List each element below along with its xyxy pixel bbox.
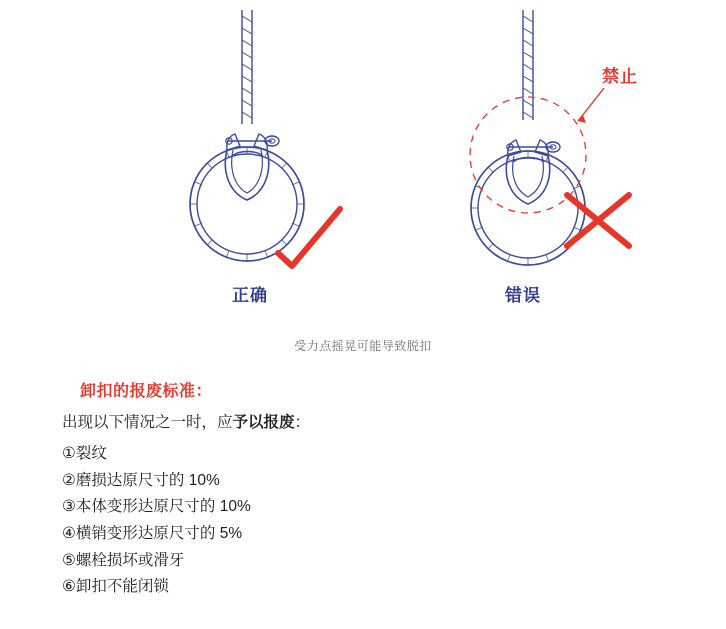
list-item: ③本体变形达原尺寸的 10% bbox=[62, 498, 251, 516]
check-mark-icon bbox=[278, 209, 340, 266]
leader-line bbox=[578, 88, 604, 121]
criteria-section bbox=[62, 378, 662, 601]
list-item: ②磨损达原尺寸的 10% bbox=[62, 471, 220, 489]
criteria-list bbox=[62, 441, 662, 601]
intro-paragraph bbox=[62, 411, 662, 435]
intro-emphasis: 予以报废 bbox=[232, 414, 295, 431]
list-item: ④横销变形达原尺寸的 5% bbox=[62, 524, 243, 542]
list-item: ①裂纹 bbox=[62, 445, 107, 463]
figure-caption: 受力点摇晃可能导致脱扣 bbox=[294, 339, 432, 353]
list-item: ⑥卸扣不能闭锁 bbox=[62, 578, 169, 596]
wrong-illustration bbox=[471, 10, 585, 265]
list-item: ⑤螺栓损坏或滑牙 bbox=[62, 551, 185, 569]
correct-illustration bbox=[190, 10, 304, 261]
correct-label: 正确 bbox=[232, 286, 268, 305]
wrong-label: 错误 bbox=[505, 286, 541, 305]
intro-suffix: ： bbox=[294, 414, 311, 431]
intro-prefix: 出现以下情况之一时，应 bbox=[62, 414, 233, 431]
section-title: 卸扣的报废标准： bbox=[80, 383, 213, 400]
forbid-label: 禁止 bbox=[602, 67, 638, 86]
